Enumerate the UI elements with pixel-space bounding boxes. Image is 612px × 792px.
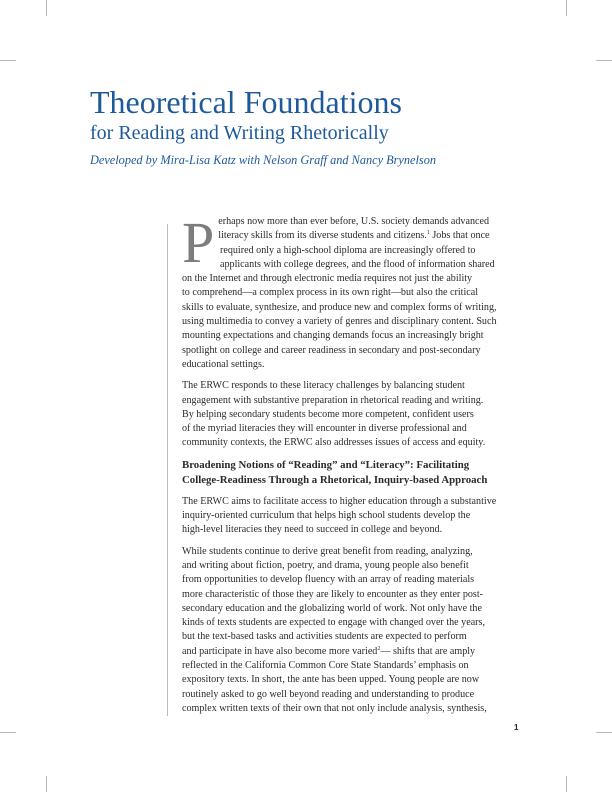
crop-mark [0, 60, 16, 61]
text-span: — shifts that are amply [380, 645, 476, 657]
text-line: on the Internet and through electronic media requires not just the ability [182, 273, 473, 285]
text-line: The ERWC responds to these literacy challenges by balancing student [182, 380, 465, 392]
page-number: 1 [514, 723, 519, 732]
text-line: While students continue to derive great benefit from reading, analyzing, [182, 545, 473, 557]
crop-mark [566, 0, 567, 16]
heading-line: College-Readiness Through a Rhetorical, Inquiry-based Approach [182, 473, 488, 486]
footnote-ref: 1 [426, 230, 430, 237]
article-body [182, 210, 522, 723]
text-line: kinds of texts students are expected to engage with changed over the years, [182, 617, 485, 629]
text-line: complex written texts of their own that not only include analysis, synthesis, [182, 702, 487, 714]
text-line: inquiry-oriented curriculum that helps high school students develop the [182, 510, 471, 522]
crop-mark [566, 776, 567, 792]
text-line: erhaps now more than ever before, U.S. society demands advanced [218, 216, 490, 227]
text-line: spotlight on college and career readiness in secondary and post-secondary [182, 344, 481, 356]
page-subtitle: for Reading and Writing Rhetorically [90, 122, 389, 144]
text-line: By helping secondary students become more competent, confident users [182, 408, 474, 420]
crop-mark [596, 60, 612, 61]
text-line: using multimedia to convey a variety of genres and disciplinary content. Such [182, 316, 497, 328]
heading-line: Broadening Notions of “Reading” and “Literacy”: Facilitating [182, 458, 470, 471]
section-heading [182, 458, 522, 488]
text-line: The ERWC aims to facilitate access to higher education through a substantive [182, 495, 497, 507]
text-span: literacy skills from its diverse students and citizens. [218, 230, 427, 242]
text-span: and participate in have also become more varied [182, 645, 378, 657]
text-line: skills to evaluate, synthesize, and produce new and complex forms of writing, [182, 301, 497, 313]
author-byline: Developed by Mira-Lisa Katz with Nelson Graff and Nancy Brynelson [90, 153, 436, 167]
text-line: secondary education and the globalizing world of work. Not only have the [182, 602, 482, 614]
paragraph-response [182, 379, 522, 450]
text-line: educational settings. [182, 358, 265, 370]
text-line: to comprehend—a complex process in its own right—but also the critical [182, 287, 479, 299]
text-line: expository texts. In short, the ante has been upped. Young people are now [182, 674, 480, 686]
page-title: Theoretical Foundations [90, 84, 402, 120]
vertical-rule [167, 224, 168, 716]
text-line: and writing about fiction, poetry, and drama, young people also benefit [182, 559, 469, 571]
text-line: applicants with college degrees, and the flood of information shared [220, 258, 495, 270]
crop-mark [0, 732, 16, 733]
text-line: but the text-based tasks and activities students are expected to perform [182, 631, 467, 643]
drop-cap: P [182, 210, 215, 275]
crop-mark [596, 732, 612, 733]
text-line: routinely asked to go well beyond reading and understanding to produce [182, 688, 475, 700]
text-line: engagement with substantive preparation in rhetorical reading and writing. [182, 394, 484, 406]
text-line: more characteristic of those they are likely to encounter as they enter post- [182, 588, 484, 600]
text-line: community contexts, the ERWC also addresses issues of access and equity. [182, 437, 486, 449]
text-line [182, 645, 522, 659]
text-line: of the myriad literacies they will encounter in diverse professional and [182, 423, 467, 435]
paragraph-students [182, 545, 522, 717]
text-line: reflected in the California Common Core State Standards’ emphasis on [182, 660, 469, 672]
text-line: from opportunities to develop fluency with an array of reading materials [182, 574, 475, 586]
crop-mark [46, 0, 47, 16]
footnote-ref: 2 [377, 645, 381, 652]
text-line [182, 229, 522, 243]
text-line: high-level literacies they need to succeed in college and beyond. [182, 524, 443, 536]
text-line: required only a high-school diploma are increasingly offered to [220, 244, 476, 256]
text-line: mounting expectations and changing demands focus an increasingly bright [182, 330, 484, 342]
paragraph-aims [182, 495, 522, 538]
paragraph-intro [182, 210, 522, 372]
text-span: Jobs that once [429, 230, 490, 242]
crop-mark [46, 776, 47, 792]
